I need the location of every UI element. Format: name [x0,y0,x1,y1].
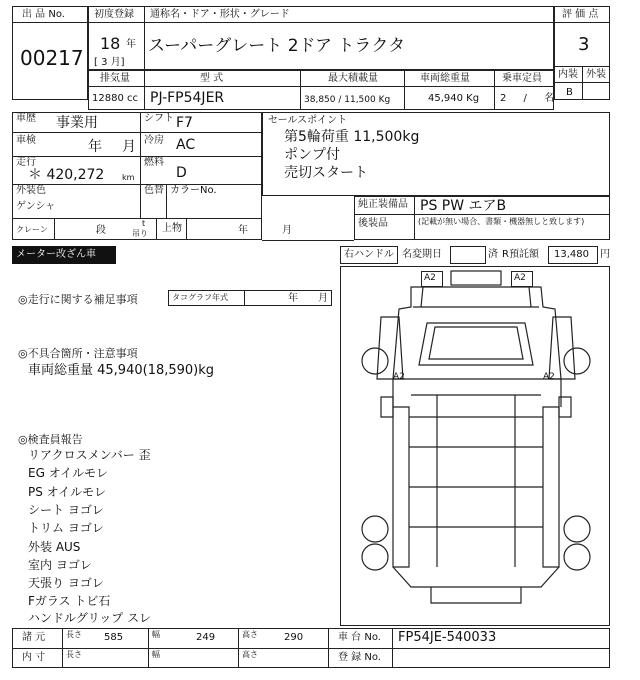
shift-label: シフト [144,113,174,124]
defect-heading: ◎不具合箇所・注意事項 [18,347,138,360]
dims-label: 諸 元 [22,632,46,643]
inspection-label: 車検 [16,135,36,146]
upper-label: 上物 [162,223,182,234]
width-value: 249 [196,632,216,643]
lot-label: 出 品 No. [22,9,65,20]
truck-outline [341,267,609,625]
name-change-label: 名変期日 [402,249,442,260]
damage-mark: A2 [424,273,436,283]
inspector-heading: ◎検査員報告 [18,433,83,446]
model-name: スーパーグレート 2ドア トラクタ [148,36,406,56]
inspector-line: リアクロスメンバー 歪 [28,448,151,462]
recycle-amount: 13,480 [554,249,589,260]
exterior-label: 外装 [586,69,606,80]
defect-text: 車両総重量 45,940(18,590)kg [28,363,215,378]
crane-ton: t [142,219,146,228]
reg-year-unit: 年 [126,39,136,50]
inspector-line: トリム ヨゴレ [28,521,104,535]
name-label: 通称名・ドア・形状・グレード [150,9,290,20]
damage-mark: A2 [514,273,526,283]
capacity-label: 乗車定員 [502,73,542,84]
inspector-line: 外装 AUS [28,540,81,554]
fuel-label: 燃料 [144,157,164,168]
gvw-value: 45,940 Kg [428,93,480,104]
load-label: 最大積載量 [328,73,378,84]
inspector-line: EG オイルモレ [28,466,109,480]
upper-year: 年 [238,225,248,236]
ac-label: 冷房 [144,135,164,146]
aftermarket-label: 後装品 [358,218,388,229]
equipment-value: PS PW エアB [420,198,507,214]
tacho-year: 年 [288,293,298,304]
height-value: 290 [284,632,304,643]
width-label: 幅 [152,650,160,659]
height-label: 高さ [242,650,258,659]
inspector-line: Fガラス トビ石 [28,594,111,608]
type-label: 型 式 [200,73,224,84]
reg-month: [ 3 月] [94,57,125,68]
lot-number: 00217 [20,46,84,70]
ac-value: AC [176,137,196,153]
inspector-line: PS オイルモレ [28,485,107,499]
sales-point-2: ポンプ付 [284,147,340,163]
width-label: 幅 [152,630,160,639]
interior-grade: B [566,87,573,98]
tone-label: 色替 [144,185,164,196]
condition-diagram [340,266,610,626]
inspector-line: シート ヨゴレ [28,503,104,517]
upper-month: 月 [282,225,292,236]
aftermarket-note: (記載が無い場合、書類・機器無しと致します) [418,217,585,226]
tacho-month: 月 [318,293,328,304]
recycle-unit: 円 [600,249,610,260]
gvw-label: 車両総重量 [420,73,470,84]
recycle-prefix: 済 [488,249,498,260]
inner-label: 内 寸 [22,652,46,663]
history-value: 事業用 [56,115,98,131]
damage-mark: A2 [543,372,555,382]
length-value: 585 [104,632,124,643]
length-label: 長さ [66,630,82,639]
displacement-value: 12880 cc [92,93,138,104]
fuel-value: D [176,165,187,181]
sales-point-3: 売切スタート [284,165,368,181]
sales-points-label: セールスポイント [268,115,348,126]
capacity-value: 2 / 名 [500,93,555,104]
shift-value: F7 [176,115,193,131]
score-value: 3 [578,34,590,55]
color-label: 外装色 [16,185,46,196]
steering-value: 右ハンドル [344,249,394,260]
mileage-unit: km [122,173,135,182]
tacho-label: タコグラフ年式 [172,293,228,302]
reg-no-label: 登 録 No. [338,652,381,663]
mileage-label: 走行 [16,157,36,168]
inspection-month: 月 [122,139,136,155]
sales-point-1: 第5輪荷重 11,500kg [284,129,420,145]
crane-label: クレーン [16,225,48,234]
equipment-label: 純正装備品 [358,199,408,210]
meter-tamper-text: メーター改ざん車 [16,249,96,260]
history-label: 車歴 [16,113,36,124]
load-value: 38,850 / 11,500 Kg [304,95,391,105]
inspector-line: 室内 ヨゴレ [28,558,92,572]
crane-stage: 段 [96,225,106,236]
interior-label: 内装 [558,69,578,80]
score-label: 評 価 点 [562,9,599,20]
mileage-value: ＊ 420,272 [28,167,105,183]
damage-mark: A2 [393,372,405,382]
inspection-year: 年 [88,139,102,155]
name-change-box [450,246,486,264]
reg-year: 18 [100,34,121,53]
color-value: ゲンシャ [16,201,56,212]
inspector-line: ハンドルグリップ スレ [28,611,152,625]
crane-lift: 吊り [132,229,148,238]
recycle-label: R預託額 [502,249,539,260]
length-label: 長さ [66,650,82,659]
height-label: 高さ [242,630,258,639]
color-no-label: カラーNo. [170,185,217,196]
chassis-value: FP54JE-540033 [398,630,497,645]
chassis-label: 車 台 No. [338,632,381,643]
model-code: PJ-FP54JER [150,90,225,106]
inspector-line: 天張り ヨゴレ [28,576,104,590]
displacement-label: 排気量 [100,73,130,84]
driving-heading: ◎走行に関する補足事項 [18,293,138,306]
reg-label: 初度登録 [94,9,134,20]
